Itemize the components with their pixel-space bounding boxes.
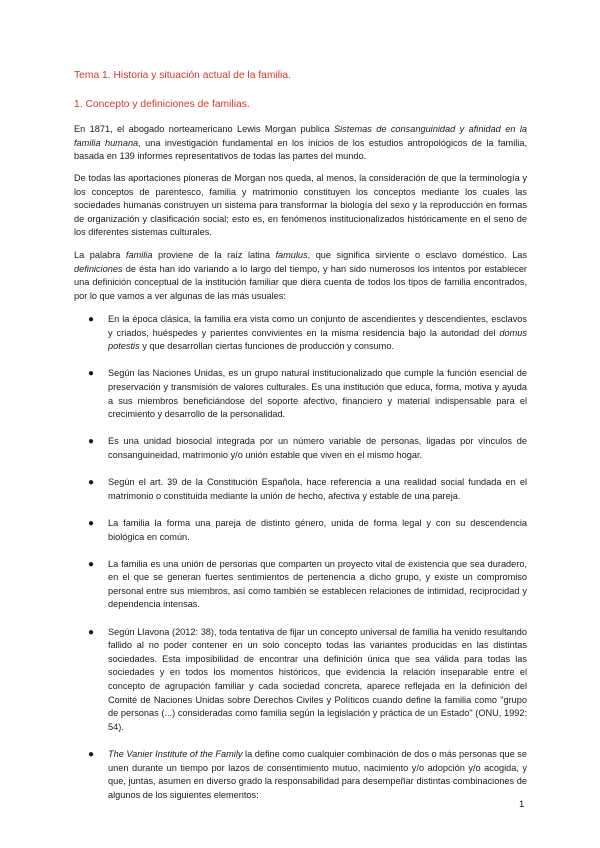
chapter-heading: Tema 1. Historia y situación actual de la familia. bbox=[74, 70, 291, 81]
bullet-icon: ● bbox=[88, 558, 95, 570]
list-item: ● Es una unidad biosocial integrada por un número variable de personas, ligadas por vínculos de consanguineidad, matrimonio y/o unión estable que viven en el mismo hogar. bbox=[88, 436, 527, 460]
bullet-icon: ● bbox=[88, 368, 95, 380]
paragraph-etymology: La palabra familia proviene de la raíz latina famulus, que significa sirviente o esclavo doméstico. Las definiciones de ésta han ido variando a lo largo del tiempo, y han sido numerosos los intentos por establecer una definición conceptual de la institución familiar que diera cuenta de todos los tipos de familia encontrados, por lo que vamos a ver algunas de las más usuales: bbox=[74, 250, 528, 301]
section-heading: 1. Concepto y definiciones de familias. bbox=[74, 99, 250, 110]
bullet-icon: ● bbox=[88, 477, 95, 489]
list-item: ● En la época clásica, la familia era vista como un conjunto de ascendientes y descendientes, esclavos y criados, huéspedes y parientes convivientes en la misma residencia bajo la autoridad del domus potestis y que desarrollan ciertas funciones de producción y consumo. bbox=[88, 314, 527, 352]
bullet-icon: ● bbox=[88, 749, 95, 760]
page-number: 1 bbox=[519, 799, 525, 810]
list-item: ● La familia es una unión de personas que comparten un proyecto vital de existencia que sea duradero, en el que se generan fuertes sentimientos de pertenencia a dicho grupo, y existe un compromiso personal entre sus miembros, así como también se establecen relaciones de intimidad, reciprocidad y dependencia intensas. bbox=[88, 558, 527, 610]
list-item: ● Según las Naciones Unidas, es un grupo natural institucionalizado que cumple la función esencial de preservación y transmisión de valores culturales. Es una institución que educa, forma, motiva y ayuda a sus miembros beneficiándose del soporte afectivo, financiero y material indispensable para el crecimiento y desarrollo de la personalidad. bbox=[88, 368, 527, 420]
bullet-icon: ● bbox=[88, 517, 95, 529]
list-item: ● Según Llavona (2012: 38), toda tentativa de fijar un concepto universal de familia ha venido resultando fallido al no poder contener en un solo concepto todas las variantes producidas en las distintas sociedades. Esta imposibilidad de encontrar una definición única que sea válida para todas las sociedades y en todos los momentos históricos, que evidencia la relación inseparable entre el concepto de agrupación familiar y cada sociedad concreta, aparece reflejada en la definición del Comité de Naciones Unidas sobre Derechos Civiles y Políticos cuando define la familia como "grupo de personas (...) consideradas como familia según la legislación y práctica de un Estado" (ONU, 1992: 54). bbox=[88, 626, 527, 732]
bullet-icon: ● bbox=[88, 436, 95, 448]
list-item: ● La familia la forma una pareja de distinto género, unida de forma legal y con su descendencia biológica en común. bbox=[88, 517, 527, 542]
list-item: ● Según el art. 39 de la Constitución Española, hace referencia a una realidad social fundada en el matrimonio o constituida mediante la unión de hecho, afectiva y estable de una pareja. bbox=[88, 477, 527, 501]
bullet-icon: ● bbox=[88, 626, 95, 638]
paragraph-contributions: De todas las aportaciones pioneras de Morgan nos queda, al menos, la consideración de que la terminología y los conceptos de parentesco, familia y matrimonio constituyen los conceptos mediante los cuales las sociedades humanas construyen un sistema para transformar la biología del sexo y la reproducción en formas de organización y clasificación social; esto es, en fenómenos institucionalizados históricamente en el seno de los diferentes sistemas culturales. bbox=[74, 173, 527, 238]
bullet-icon: ● bbox=[88, 314, 95, 325]
book-title: Sistemas de consanguinidad y afinidad en la familia humana bbox=[74, 124, 527, 148]
paragraph-morgan: En 1871, el abogado norteamericano Lewis Morgan publica Sistemas de consanguinidad y afinidad en la familia humana, una investigación fundamental en los inicios de los estudios antropológicos de la familia, basada en 139 informes representativos de todas las partes del mundo. bbox=[74, 124, 527, 162]
definitions-list bbox=[74, 313, 527, 816]
list-item: ● The Vanier Institute of the Family la define como cualquier combinación de dos o más personas que se unen durante un tiempo por lazos de consentimiento mutuo, nacimiento y/o adopción y/o acogida, y que, juntas, asumen en diverso grado la responsabilidad para desempeñar distintas combinaciones de algunos de los siguientes elementos: bbox=[88, 749, 527, 800]
